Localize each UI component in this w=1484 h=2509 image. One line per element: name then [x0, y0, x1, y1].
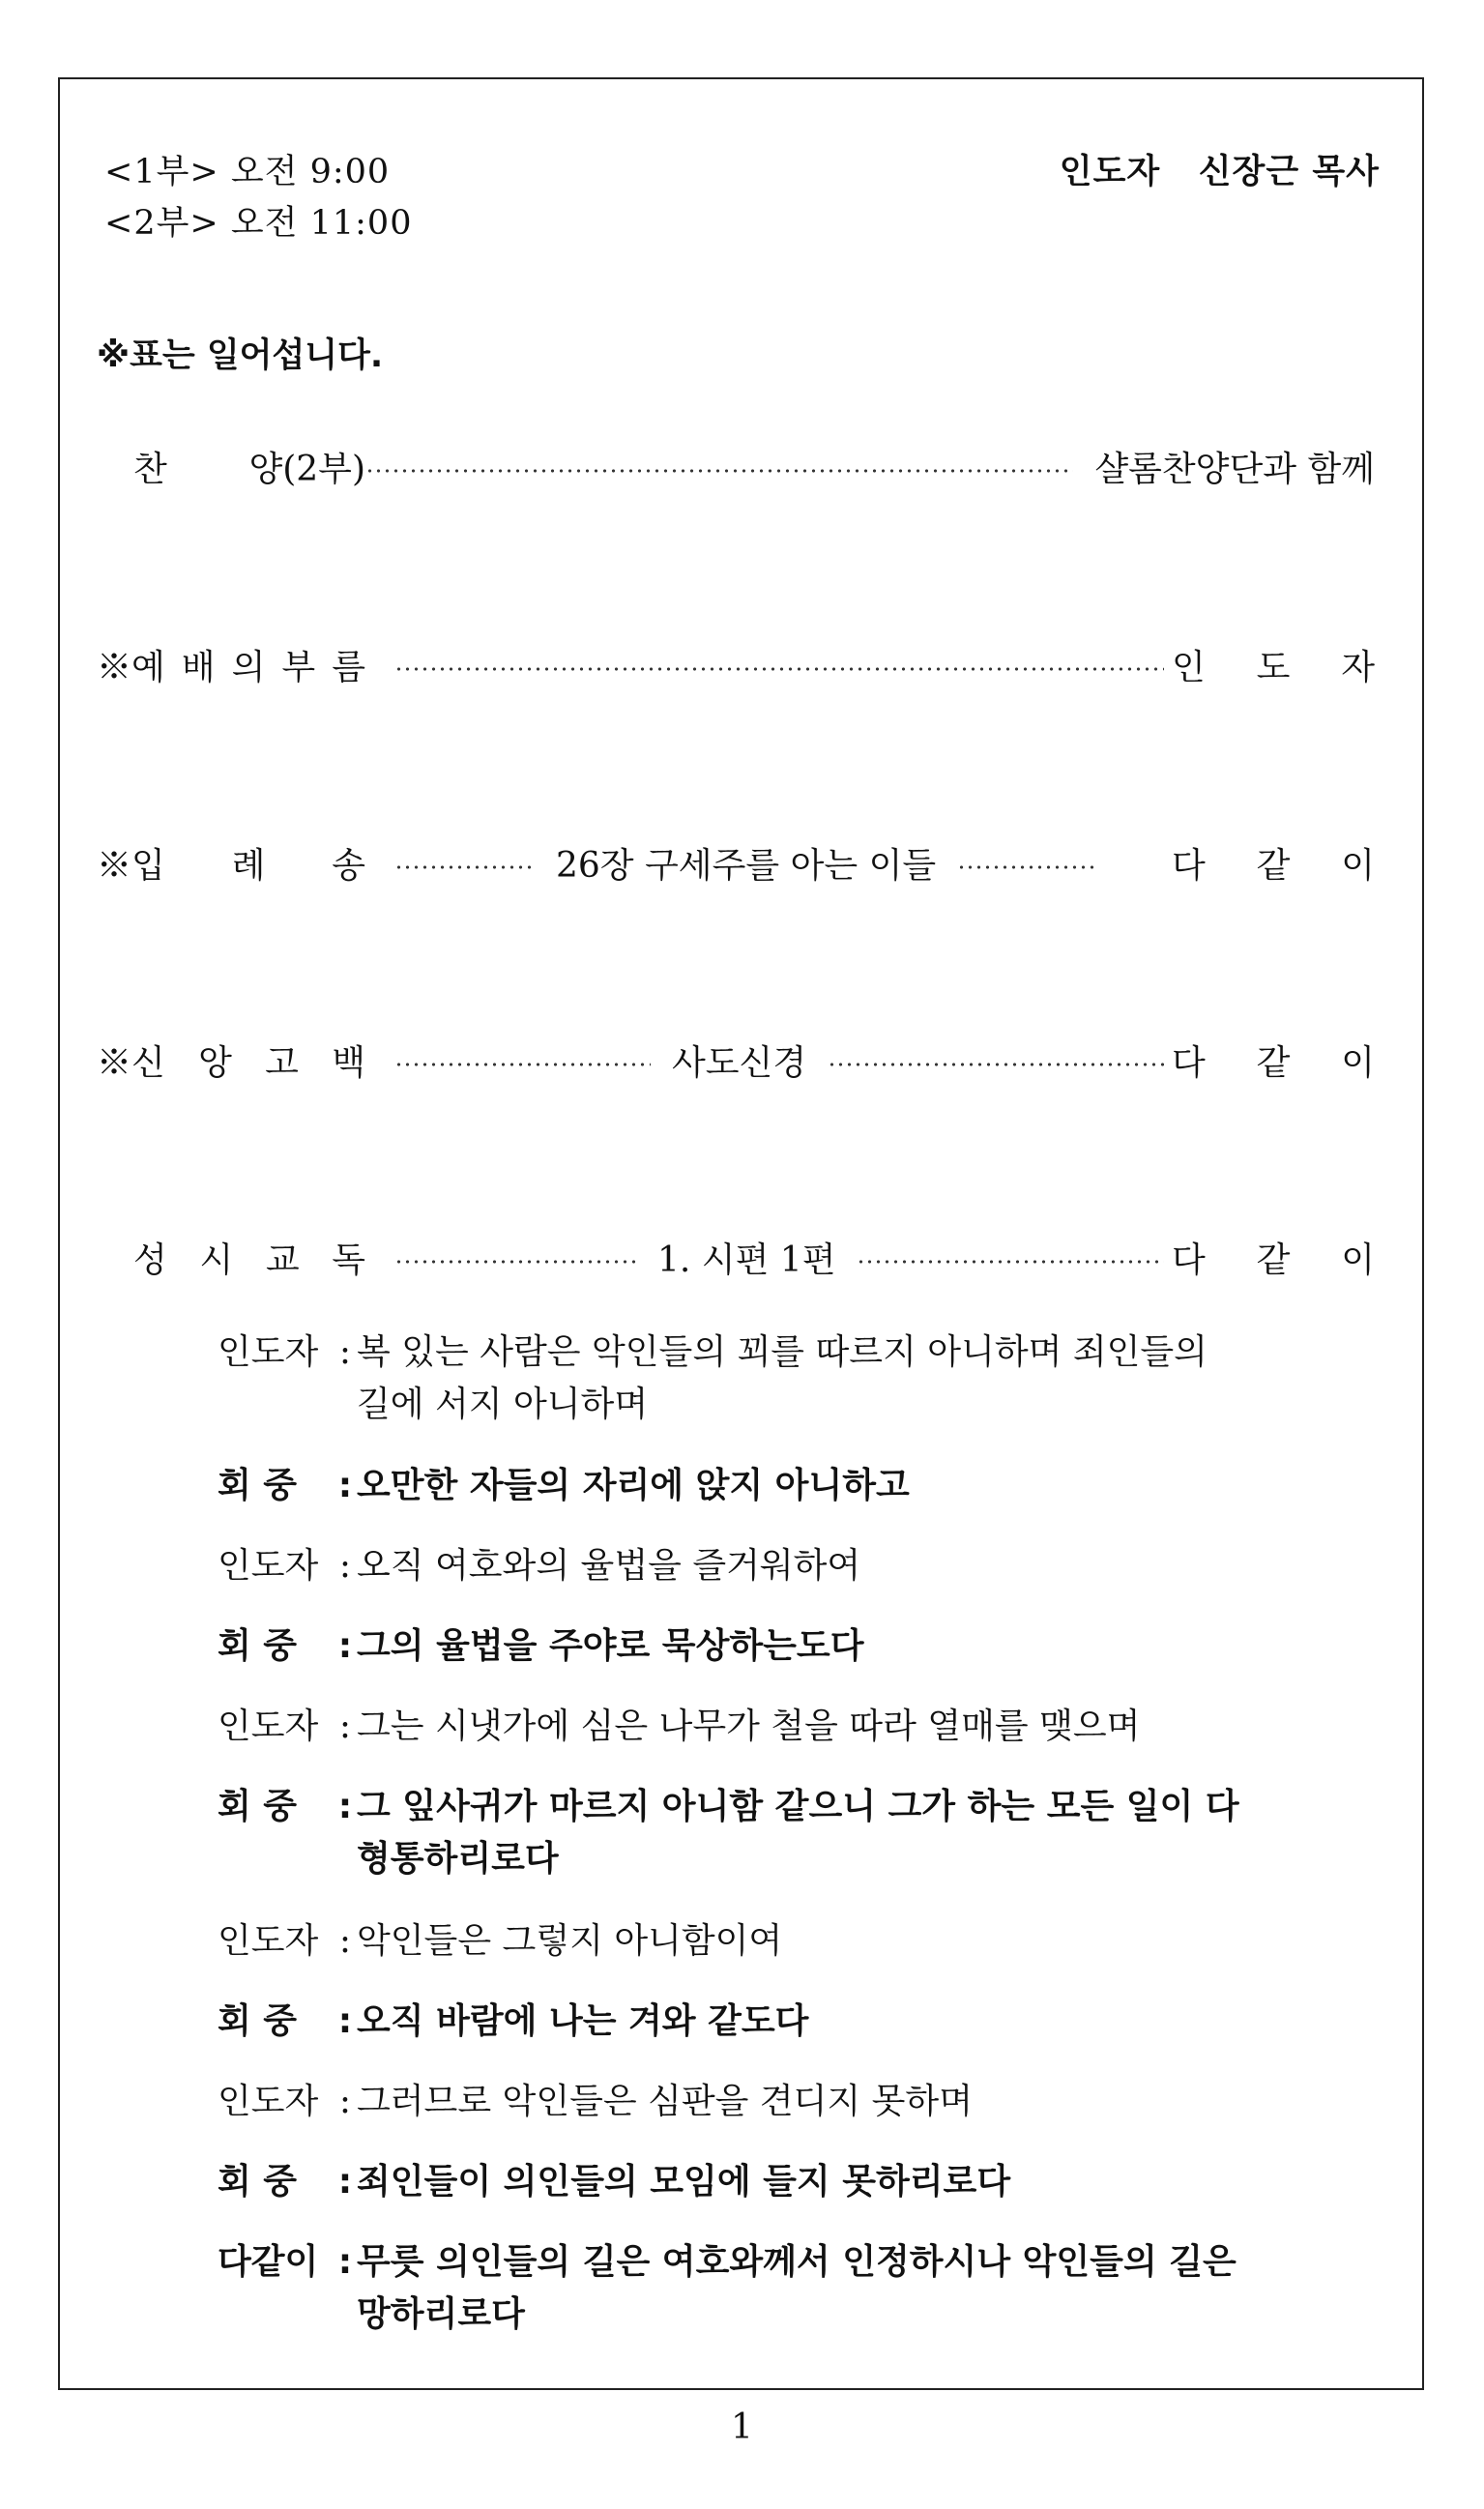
reading-text: 그 잎사귀가 마르지 아니함 같으니 그가 하는 모든 일이 다: [357, 1787, 1239, 1826]
reading-speaker: 다같이: [218, 2242, 319, 2282]
reading-line-congregation: 회 중 : 오직 바람에 나는 겨와 같도다: [218, 1996, 1300, 2048]
reading-line-congregation: 회 중 : 그의 율법을 주야로 묵상하는도다: [218, 1620, 1300, 1673]
reading-text: 악인들은 그렇지 아니함이여: [357, 1921, 783, 1961]
order-label-char: 부: [281, 647, 316, 687]
order-label-char: 독: [332, 1240, 365, 1280]
reading-speaker: 회 중: [218, 1466, 298, 1505]
reading-speaker: 인도자: [218, 1707, 319, 1746]
order-middle-text: 사도신경: [672, 1042, 807, 1083]
order-label-char: ※신: [97, 1042, 165, 1083]
order-leader-char: 같: [1256, 1240, 1291, 1280]
reading-text: 복 있는 사람은 악인들의 꾀를 따르지 아니하며 죄인들의: [357, 1332, 1208, 1372]
order-label-char: 찬: [133, 449, 167, 489]
reading-text: 그의 율법을 주야로 묵상하는도다: [357, 1626, 864, 1666]
leader-dots: [828, 1062, 1164, 1067]
order-label-char: 백: [332, 1042, 365, 1083]
reading-line-congregation: 회 중 : 그 잎사귀가 마르지 아니함 같으니 그가 하는 모든 일이 다 형통하리로다: [218, 1781, 1300, 1885]
order-leader-char: 다: [1172, 1042, 1206, 1083]
order-label-char: 례: [231, 845, 266, 886]
reading-speaker: 회 중: [218, 2162, 298, 2202]
reading-speaker: 회 중: [218, 1626, 298, 1666]
reading-line-leader: 인도자 : 오직 여호와의 율법을 즐거워하여: [218, 1540, 1300, 1592]
order-label-char: 송: [332, 845, 365, 886]
reading-speaker: 인도자: [218, 2082, 319, 2121]
reading-speaker: 인도자: [218, 1921, 319, 1961]
reading-text: 그러므로 악인들은 심판을 견디지 못하며: [357, 2082, 973, 2121]
reading-line-leader: 인도자 : 그러므로 악인들은 심판을 견디지 못하며: [218, 2076, 1300, 2128]
page-number: 1: [731, 2407, 753, 2447]
reading-text: 무릇 의인들의 길은 여호와께서 인정하시나 악인들의 길은: [357, 2242, 1237, 2282]
order-middle-text: 26장 구세주를 아는 이들: [556, 845, 937, 886]
order-leader-char: 이: [1341, 1240, 1375, 1280]
order-leader-text: 샬롬찬양단과 함께: [1094, 449, 1375, 489]
order-label-char: 의: [231, 647, 266, 687]
order-label-char: 고: [265, 1042, 299, 1083]
order-label-char: ※입: [97, 845, 165, 886]
reading-text: 오직 바람에 나는 겨와 같도다: [357, 2001, 809, 2041]
reading-text: 오직 여호와의 율법을 즐거워하여: [357, 1546, 861, 1586]
order-leader-char: 도: [1256, 647, 1291, 687]
leader-dots: [394, 864, 535, 870]
order-label-char: ※예: [97, 647, 165, 687]
reading-speaker: 회 중: [218, 1787, 298, 1826]
order-leader-char: 인: [1172, 647, 1206, 687]
reading-speaker: 회 중: [218, 2001, 298, 2041]
leader-dots: [394, 666, 1164, 672]
reading-text: 형통하리로다: [357, 1839, 559, 1879]
reading-text: 망하리로다: [357, 2294, 525, 2334]
reading-line-leader: 인도자 : 그는 시냇가에 심은 나무가 철을 따라 열매를 맺으며: [218, 1701, 1300, 1753]
order-leader-char: 같: [1256, 1042, 1291, 1083]
leader-dots: [857, 1259, 1164, 1265]
reading-line-all: 다같이 : 무릇 의인들의 길은 여호와께서 인정하시나 악인들의 길은 망하리로다: [218, 2236, 1300, 2341]
order-leader-char: 자: [1341, 647, 1375, 687]
order-item-responsive-reading: [97, 1234, 1375, 1280]
order-label-char: 양(2부): [248, 449, 365, 489]
reading-text: 죄인들이 의인들의 모임에 들지 못하리로다: [357, 2162, 1011, 2202]
reading-line-leader: 인도자 : 복 있는 사람은 악인들의 꾀를 따르지 아니하며 죄인들의 길에 서지 아니하며: [218, 1327, 1300, 1431]
order-label-char: 름: [332, 647, 365, 687]
order-label-char: 성: [133, 1240, 167, 1280]
reading-line-leader: 인도자 : 악인들은 그렇지 아니함이여: [218, 1915, 1300, 1968]
order-leader-char: 이: [1341, 1042, 1375, 1083]
leader-dots: [365, 468, 1073, 474]
reading-speaker: 인도자: [218, 1546, 319, 1586]
service-time-2: <2부> 오전 11:00: [104, 204, 413, 243]
reading-text: 길에 서지 아니하며: [357, 1385, 649, 1424]
order-item-opening-hymn: [97, 839, 1375, 886]
order-item-call-to-worship: [97, 641, 1375, 687]
order-leader-char: 다: [1172, 1240, 1206, 1280]
reading-line-congregation: 회 중 : 오만한 자들의 자리에 앉지 아니하고: [218, 1460, 1300, 1512]
order-middle-text: 1. 시편 1편: [657, 1240, 836, 1280]
order-label-char: 배: [181, 647, 216, 687]
order-label-char: 교: [265, 1240, 300, 1280]
standing-note: ※표는 일어섭니다.: [97, 336, 384, 375]
order-item-praise: [97, 443, 1375, 489]
order-leader-char: 같: [1256, 845, 1291, 886]
leader-dots: [394, 1259, 636, 1265]
reading-text: 오만한 자들의 자리에 앉지 아니하고: [357, 1466, 910, 1505]
leader-dots: [394, 1062, 651, 1067]
leader-dots: [957, 864, 1097, 870]
worship-leader: 인도자 신장근 목사: [1059, 153, 1380, 191]
order-label-char: 앙: [198, 1042, 232, 1083]
reading-line-congregation: 회 중 : 죄인들이 의인들의 모임에 들지 못하리로다: [218, 2156, 1300, 2208]
order-leader-char: 다: [1172, 845, 1206, 886]
reading-speaker: 인도자: [218, 1332, 319, 1372]
service-time-1: <1부> 오전 9:00: [104, 153, 391, 191]
reading-text: 그는 시냇가에 심은 나무가 철을 따라 열매를 맺으며: [357, 1707, 1141, 1746]
order-leader-char: 이: [1341, 845, 1375, 886]
order-label-char: 시: [199, 1240, 234, 1280]
order-item-creed: [97, 1036, 1375, 1083]
